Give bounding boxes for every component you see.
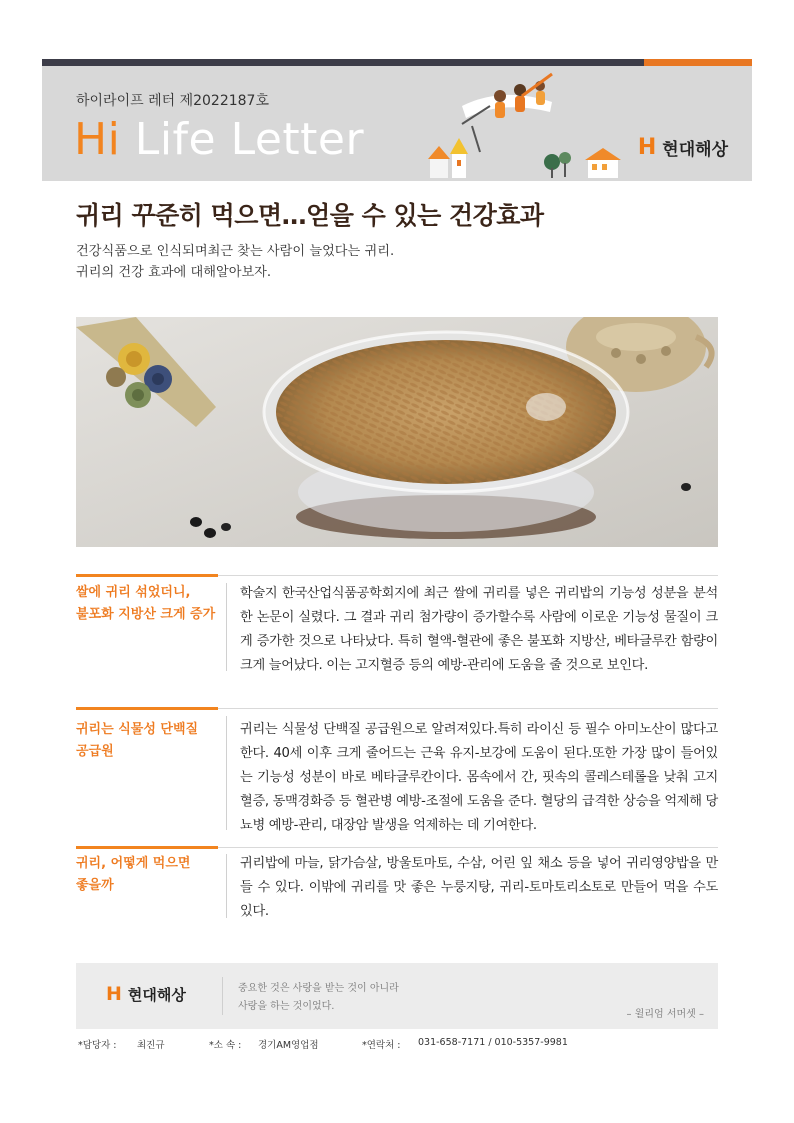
logo-text: 현대해상 [662, 140, 728, 160]
oats-bowl-photo [76, 317, 718, 547]
section-heading-line-1: 귀리는 식물성 단백질 [76, 722, 199, 737]
section-separator [226, 854, 227, 918]
newsletter-title [74, 114, 364, 165]
section-accent [76, 707, 218, 710]
header-top-bar [42, 59, 752, 66]
section-heading-line-1: 귀리, 어떻게 먹으면 [76, 856, 191, 871]
manager-name: 최진규 [137, 1040, 165, 1051]
title-hi: Hi [74, 114, 121, 165]
section-heading [76, 853, 190, 897]
hyundai-h-icon: H [637, 134, 657, 160]
quote-footer [76, 963, 718, 1029]
section-heading-line-2: 좋을까 [76, 878, 114, 893]
section-heading-line-2: 공급원 [76, 744, 114, 759]
manager-label: *담당자 : [78, 1040, 117, 1051]
dept-label: *소 속 : [209, 1040, 242, 1051]
section-body: 귀리는 식물성 단백질 공급원으로 알려져있다.특히 라이신 등 필수 아미노산이 많다고 한다. 40세 이후 크게 줄어드는 근육 유지-보강에 도움이 된다.또한 가장 많이 들어있는 기능성 성분이 바로 베타글루칸이다. 몸속에서 간, 핏속의 콜레스테롤을 낮춰 고지혈증, 동맥경화증 등 혈관병 예방-조절에 도움을 준다. 혈당의 급격한 상승을 억제해 당뇨병 예방-관리, 대장암 발생을 억제하는 데 기여한다. [240, 722, 718, 833]
article-subtitle [76, 241, 394, 283]
newsletter-header [42, 66, 752, 181]
subtitle-line-2: 귀리의 건강 효과에 대해알아보자. [76, 265, 272, 280]
section-body: 학술지 한국산업식품공학회지에 최근 쌀에 귀리를 넣은 귀리밥의 기능성 성분을 분석한 논문이 실렸다. 그 결과 귀리 첨가량이 증가할수록 사람에 이로운 기능성 물질이 크게 증가한 것으로 나타났다. 특히 혈액-혈관에 좋은 불포화 지방산, 베타글루칸 함량이 크게 늘어났다. 이는 고지혈증 등의 예방-관리에 도움을 줄 것으로 보인다. [240, 586, 718, 673]
section-accent [76, 574, 218, 577]
footer-divider [222, 977, 223, 1015]
quote-author: – 윌리엄 서머셋 – [626, 1009, 704, 1020]
section-accent [76, 846, 218, 849]
quote-line-2: 사랑을 하는 것이었다. [238, 1001, 335, 1012]
section-heading-line-2: 불포화 지방산 크게 증가 [76, 607, 216, 622]
section-body: 귀리밥에 마늘, 닭가슴살, 방울토마토, 수삼, 어린 잎 채소 등을 넣어 귀리영양밥을 만들 수 있다. 이밖에 귀리를 맛 좋은 누룽지탕, 귀리-토마토리소토로 만들어 먹을 수도 있다. [240, 856, 718, 919]
section-heading-line-1: 쌀에 귀리 섞었더니, [76, 585, 191, 600]
hyundai-logo [638, 135, 728, 160]
phone-label: *연락처 : [362, 1040, 401, 1051]
footer-logo-text: 현대해상 [127, 986, 186, 1004]
section-separator [226, 583, 227, 671]
title-rest: Life Letter [120, 114, 365, 165]
dept-name: 경기AM영업점 [258, 1040, 319, 1051]
section-heading [76, 582, 215, 626]
section-separator [226, 716, 227, 830]
quote-line-1: 중요한 것은 사랑을 받는 것이 아니라 [238, 983, 399, 994]
article-headline: 귀리 꾸준히 먹으면…얻을 수 있는 건강효과 [76, 201, 544, 230]
flying-people-illustration [402, 66, 622, 181]
section-heading [76, 719, 198, 763]
header-accent-bar [644, 59, 752, 66]
subtitle-line-1: 건강식품으로 인식되며최근 찾는 사람이 늘었다는 귀리. [76, 244, 395, 259]
phone-number: 031-658-7171 / 010-5357-9981 [418, 1037, 568, 1048]
hyundai-h-icon: H [106, 983, 122, 1005]
issue-number: 하이라이프 레터 제2022187호 [76, 93, 269, 109]
footer-logo [106, 984, 186, 1005]
